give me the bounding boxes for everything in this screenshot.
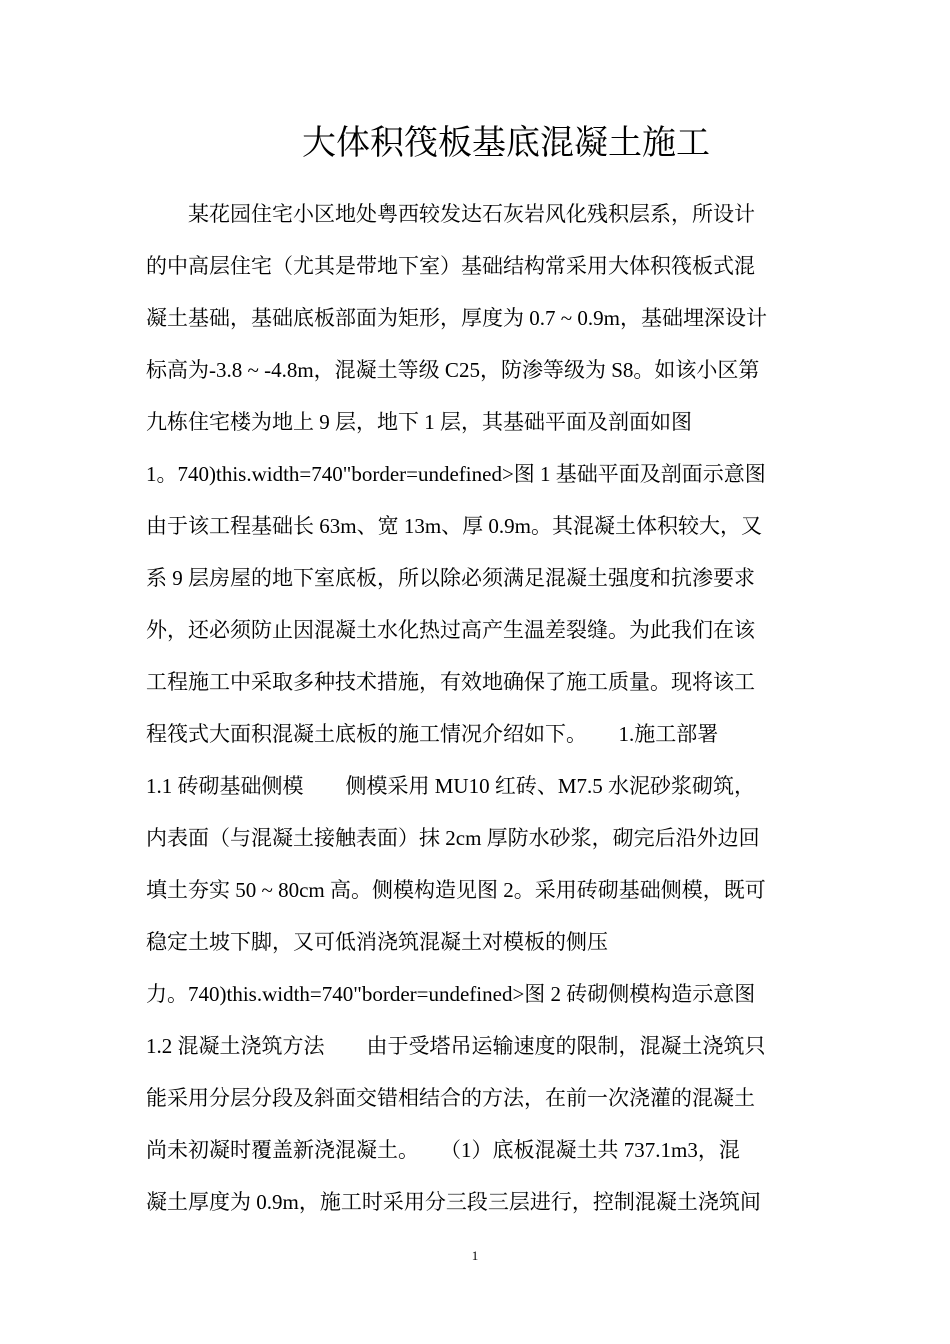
text-line: 稳定土坡下脚，又可低消浇筑混凝土对模板的侧压 [146, 930, 608, 954]
text-line: 某花园住宅小区地处粤西较发达石灰岩风化残积层系，所设计 [188, 202, 755, 226]
text-line: 1.2 混凝土浇筑方法 由于受塔吊运输速度的限制，混凝土浇筑只 [146, 1034, 766, 1058]
document-title: 大体积筏板基底混凝土施工 [302, 123, 710, 163]
text-line: 力。740)this.width=740"border=undefined>图 2 砖砌侧模构造示意图 [146, 982, 756, 1006]
text-line: 工程施工中采取多种技术措施，有效地确保了施工质量。现将该工 [146, 670, 755, 694]
text-line: 的中高层住宅（尤其是带地下室）基础结构常采用大体积筏板式混 [146, 254, 755, 278]
text-line: 尚未初凝时覆盖新浇混凝土。 （1）底板混凝土共 737.1m3，混 [146, 1138, 740, 1162]
text-line: 九栋住宅楼为地上 9 层，地下 1 层，其基础平面及剖面如图 [146, 410, 692, 434]
text-line: 1。740)this.width=740"border=undefined>图 1 基础平面及剖面示意图 [146, 462, 766, 486]
page-number: 1 [471, 1248, 479, 1263]
text-line: 外，还必须防止因混凝土水化热过高产生温差裂缝。为此我们在该 [146, 618, 755, 642]
text-line: 1.1 砖砌基础侧模 侧模采用 MU10 红砖、M7.5 水泥砂浆砌筑， [146, 774, 756, 798]
text-line: 程筏式大面积混凝土底板的施工情况介绍如下。 1.施工部署 [146, 722, 719, 746]
text-line: 凝土基础，基础底板部面为矩形，厚度为 0.7 ~ 0.9m，基础埋深设计 [146, 306, 767, 330]
text-line: 内表面（与混凝土接触表面）抹 2cm 厚防水砂浆，砌完后沿外边回 [146, 826, 760, 850]
text-line: 由于该工程基础长 63m、宽 13m、厚 0.9m。其混凝土体积较大，又 [146, 514, 763, 538]
text-line: 标高为-3.8 ~ -4.8m，混凝土等级 C25，防渗等级为 S8。如该小区第 [146, 358, 760, 382]
text-line: 能采用分层分段及斜面交错相结合的方法，在前一次浇灌的混凝土 [146, 1086, 755, 1110]
text-line: 系 9 层房屋的地下室底板，所以除必须满足混凝土强度和抗渗要求 [146, 566, 755, 590]
text-line: 凝土厚度为 0.9m，施工时采用分三段三层进行，控制混凝土浇筑间 [146, 1190, 761, 1214]
text-line: 填土夯实 50 ~ 80cm 高。侧模构造见图 2。采用砖砌基础侧模，既可 [146, 878, 766, 902]
